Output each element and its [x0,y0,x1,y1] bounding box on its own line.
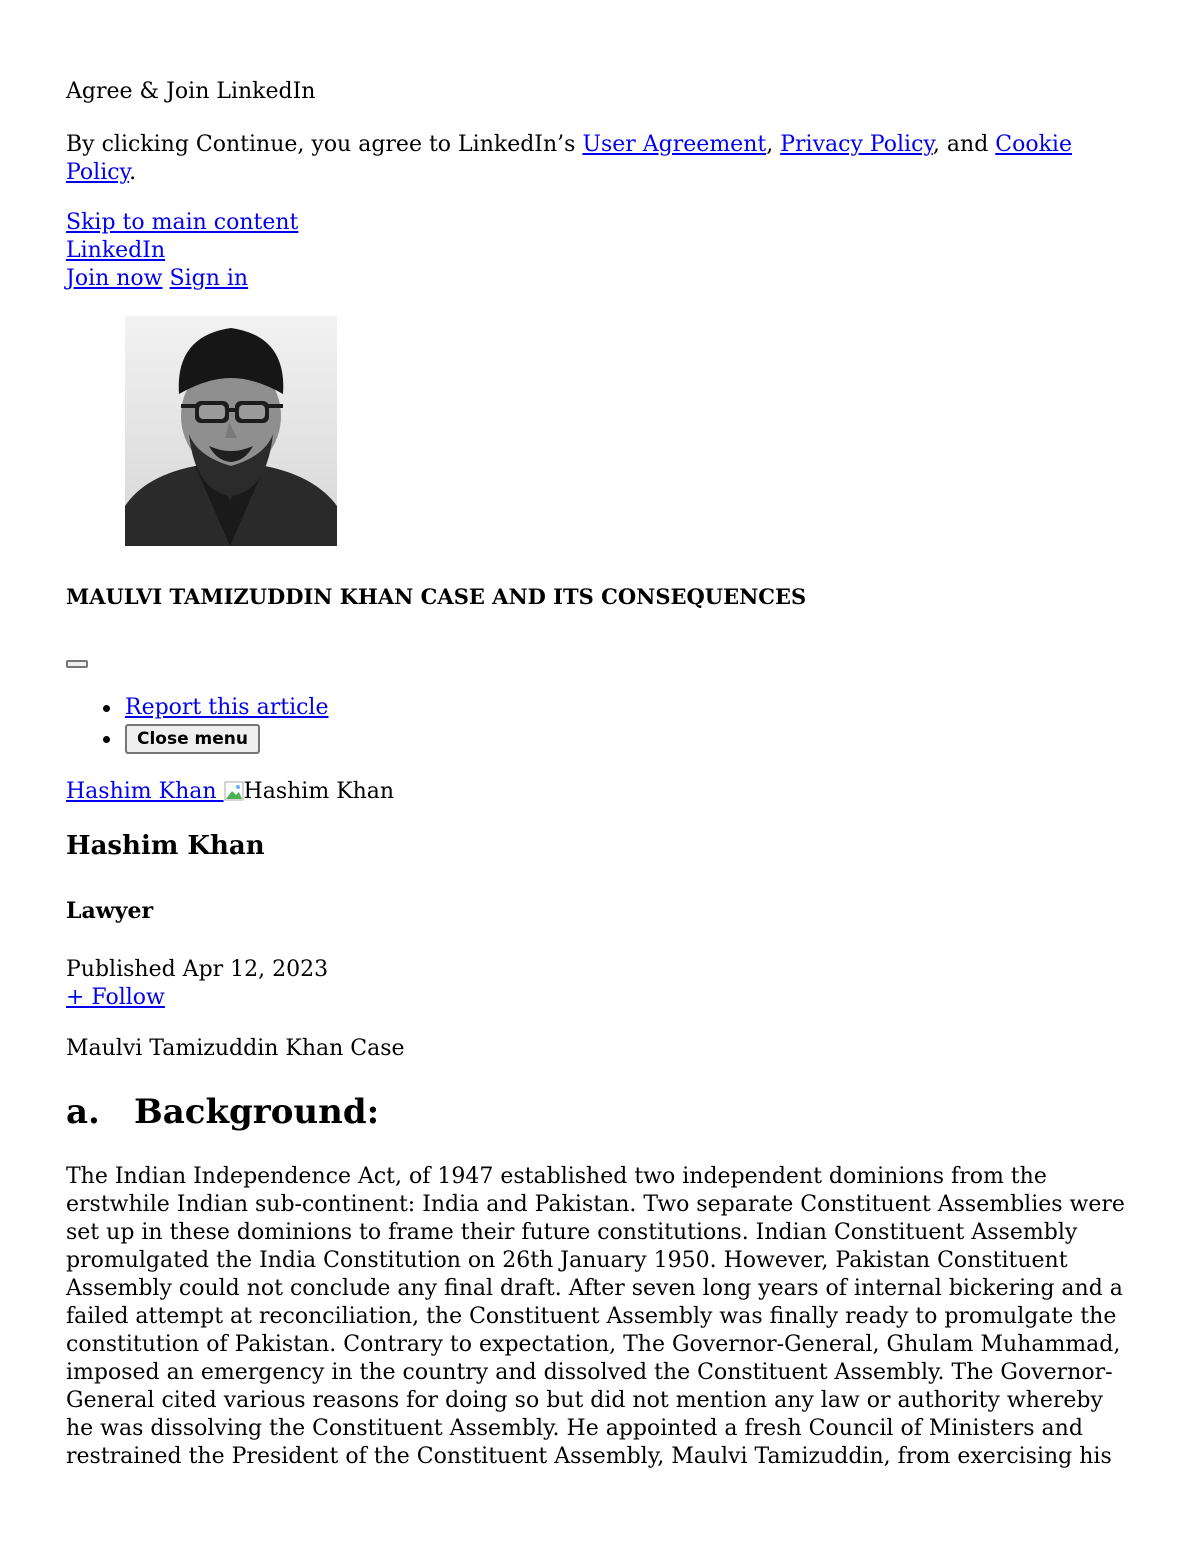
published-date: Published Apr 12, 2023 [66,957,329,982]
skip-to-main-link[interactable]: Skip to main content [66,210,299,235]
menu-toggle-button[interactable] [66,660,88,668]
consent-heading: Agree & Join LinkedIn [66,79,316,104]
section-heading [66,1090,379,1134]
report-article-link[interactable]: Report this article [125,695,329,720]
section-number: a. [66,1092,100,1132]
author-image-alt: Hashim Khan [243,779,395,804]
author-role: Lawyer [66,898,154,924]
consent-sep2: , and [932,132,996,157]
menu-item-report [66,694,328,724]
author-link-label: Hashim Khan [66,779,217,804]
auth-links [66,265,298,293]
article-title: MAULVI TAMIZUDDIN KHAN CASE AND ITS CONSEQUENCES [66,584,807,609]
consent-prefix: By clicking Continue, you agree to LinkedIn’s [66,132,583,157]
case-label: Maulvi Tamizuddin Khan Case [66,1036,405,1061]
consent-sep1: , [766,132,781,157]
consent-suffix: . [129,160,137,185]
top-nav [66,209,298,293]
author-line [66,778,394,806]
join-now-link[interactable]: Join now [66,266,163,291]
user-agreement-link[interactable]: User Agreement [582,132,767,157]
sign-in-link[interactable]: Sign in [169,266,249,291]
cookie-policy-link[interactable]: Cookie Policy [66,132,1072,185]
privacy-policy-link[interactable]: Privacy Policy [780,132,933,157]
author-link[interactable] [66,779,224,804]
linkedin-logo-link[interactable]: LinkedIn [66,238,166,263]
article-body-paragraph: The Indian Independence Act, of 1947 established two independent dominions from the erstwhile Indian sub-continent: India and Pakistan. Two separate Constituent Assemblies were set up in these dominions to frame their future constitutions. Indian Constituent Assembly promulgated the India Constitution on 26th January 1950. However, Pakistan Constituent Assembly could not conclude any final draft. After seven long years of internal bickering and a failed attempt at reconciliation, the Constituent Assembly was finally ready to promulgate the constitution of Pakistan. Contrary to expectation, The Governor-General, Ghulam Muhammad, imposed an emergency in the country and dissolved the Constituent Assembly. The Governor-General cited various reasons for doing so but did not mention any law or authority whereby he was dissolving the Constituent Assembly. He appointed a fresh Council of Ministers and restrained the President of the Constituent Assembly, Maulvi Tamizuddin, from exercising his [66,1164,1125,1469]
broken-image-icon [224,781,244,801]
article-menu [66,694,328,754]
author-name: Hashim Khan [66,831,265,861]
section-heading-text: Background: [134,1092,380,1132]
menu-item-close [66,724,328,754]
close-menu-button[interactable]: Close menu [125,724,260,754]
follow-link[interactable]: + Follow [66,985,165,1010]
consent-text [66,131,1136,187]
cover-portrait-image [125,316,337,546]
